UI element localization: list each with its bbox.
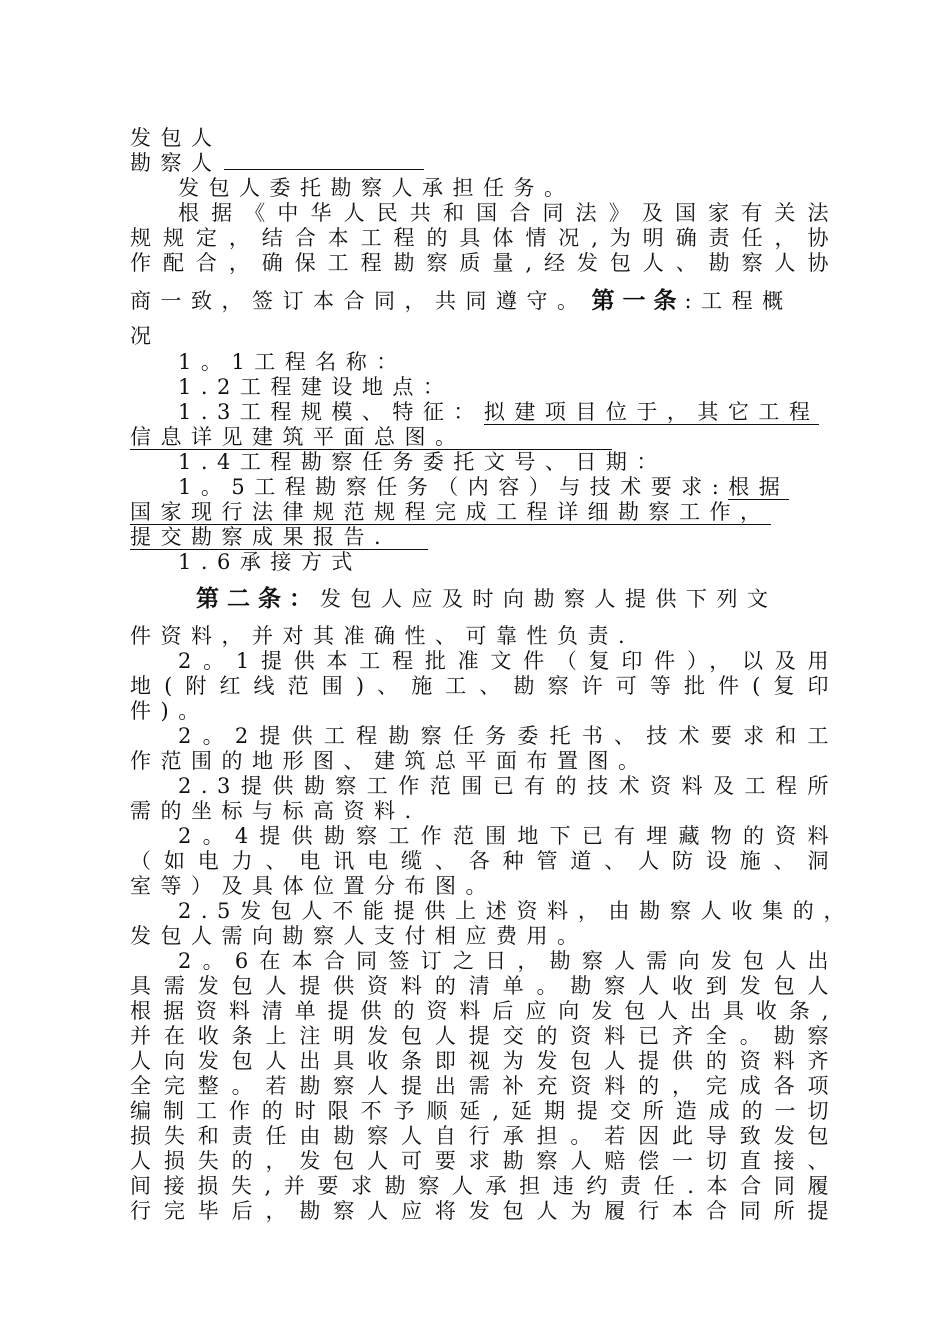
preamble-line-4: 作配合，确保工程勘察质量,经发包人、勘察人协 xyxy=(130,251,838,275)
article-1-title: :工程概 xyxy=(684,289,793,313)
employer-label: 发包人 xyxy=(130,126,222,150)
article-2-text-1: 发包人应及时向勘察人提供下列文 xyxy=(320,587,778,611)
article-2-line-2: 件资料，并对其准确性、可靠性负责. xyxy=(130,624,635,648)
surveyor-label: 勘察人 xyxy=(130,151,222,175)
item-1-3-label: 1.3工程规模、特征： xyxy=(178,400,484,424)
item-1-5-value-cont-2: 提交勘察成果报告. xyxy=(130,525,428,550)
item-2-5-b: 发包人需向勘察人支付相应费用。 xyxy=(130,924,588,948)
item-2-4-b: （如电力、电讯电缆、各种管道、人防设施、洞 xyxy=(130,849,838,873)
item-1-4: 1.4工程勘察任务委托文号、日期： xyxy=(178,450,667,474)
item-2-3-b: 需的坐标与标高资料. xyxy=(130,799,421,823)
item-2-6-a: 2。6在本合同签订之日，勘察人需向发包人出 xyxy=(178,949,838,973)
preamble-text-5: 商一致，签订本合同，共同遵守。 xyxy=(130,289,588,313)
article-2-heading: 第二条： xyxy=(196,586,320,612)
item-2-6-e: 人向发包人出具收条即视为发包人提供的资料齐 xyxy=(130,1049,838,1073)
item-2-6-g: 编制工作的时限不予顺延,延期提交所造成的一切 xyxy=(130,1099,838,1123)
preamble-line-1: 发包人委托勘察人承担任务。 xyxy=(178,176,575,200)
item-1-3 xyxy=(178,400,848,424)
surveyor-blank xyxy=(224,151,424,170)
preamble-line-2: 根据《中华人民共和国合同法》及国家有关法 xyxy=(178,201,838,225)
item-2-4-c: 室等）及具体位置分布图。 xyxy=(130,874,496,898)
item-1-5-value-cont-1: 国家现行法律规范规程完成工程详细勘察工作， xyxy=(130,500,771,524)
item-1-3-value-cont: 信息详见建筑平面总图。 xyxy=(130,425,612,450)
item-2-4-a: 2。4提供勘察工作范围地下已有埋藏物的资料 xyxy=(178,824,838,848)
item-1-5-cont-1 xyxy=(130,500,771,524)
preamble-line-3: 规规定，结合本工程的具体情况,为明确责任，协 xyxy=(130,226,838,250)
item-2-3-a: 2.3提供勘察工作范围已有的技术资料及工程所 xyxy=(178,774,838,798)
item-2-2-b: 作范围的地形图、建筑总平面布置图。 xyxy=(130,749,649,773)
item-1-3-cont xyxy=(130,425,612,450)
item-1-5-label: 1。5工程勘察任务（内容）与技术要求: xyxy=(178,475,729,499)
item-2-5-a: 2.5发包人不能提供上述资料，由勘察人收集的， xyxy=(178,899,854,923)
item-2-6-i: 人损失的，发包人可要求勘察人赔偿一切直接、 xyxy=(130,1149,838,1173)
item-2-1-a: 2。1提供本工程批准文件（复印件），以及用 xyxy=(178,649,838,673)
item-2-6-k: 行完毕后，勘察人应将发包人为履行本合同所提 xyxy=(130,1199,838,1223)
item-2-6-b: 具需发包人提供资料的清单。勘察人收到发包人 xyxy=(130,974,838,998)
item-2-6-f: 全完整。若勘察人提出需补充资料的，完成各项 xyxy=(130,1074,838,1098)
item-1-3-value: 拟建项目位于，其它工程 xyxy=(483,400,820,424)
item-2-6-d: 并在收条上注明发包人提交的资料已齐全。勘察 xyxy=(130,1024,838,1048)
surveyor-line xyxy=(130,151,424,175)
item-1-5-value: 根据 xyxy=(728,475,790,499)
item-2-1-c: 件)。 xyxy=(130,699,209,723)
article-2-line-1 xyxy=(196,587,778,611)
item-2-2-a: 2。2提供工程勘察任务委托书、技术要求和工 xyxy=(178,724,838,748)
article-1-title-cont: 况 xyxy=(130,324,161,348)
item-1-6: 1.6承接方式 xyxy=(178,550,362,574)
item-1-2: 1.2工程建设地点： xyxy=(178,375,454,399)
item-2-6-h: 损失和责任由勘察人自行承担。若因此导致发包 xyxy=(130,1124,838,1148)
preamble-line-5 xyxy=(130,289,793,313)
item-2-6-c: 根据资料清单提供的资料后应向发包人出具收条, xyxy=(130,999,838,1023)
item-1-1: 1。1工程名称： xyxy=(178,350,407,374)
item-1-5-cont-2 xyxy=(130,525,428,550)
item-2-6-j: 间接损失,并要求勘察人承担违约责任.本合同履 xyxy=(130,1174,838,1198)
item-2-1-b: 地(附红线范围)、施工、勘察许可等批件(复印 xyxy=(130,674,838,698)
item-1-5 xyxy=(178,475,789,499)
article-1-heading: 第一条 xyxy=(591,288,685,314)
